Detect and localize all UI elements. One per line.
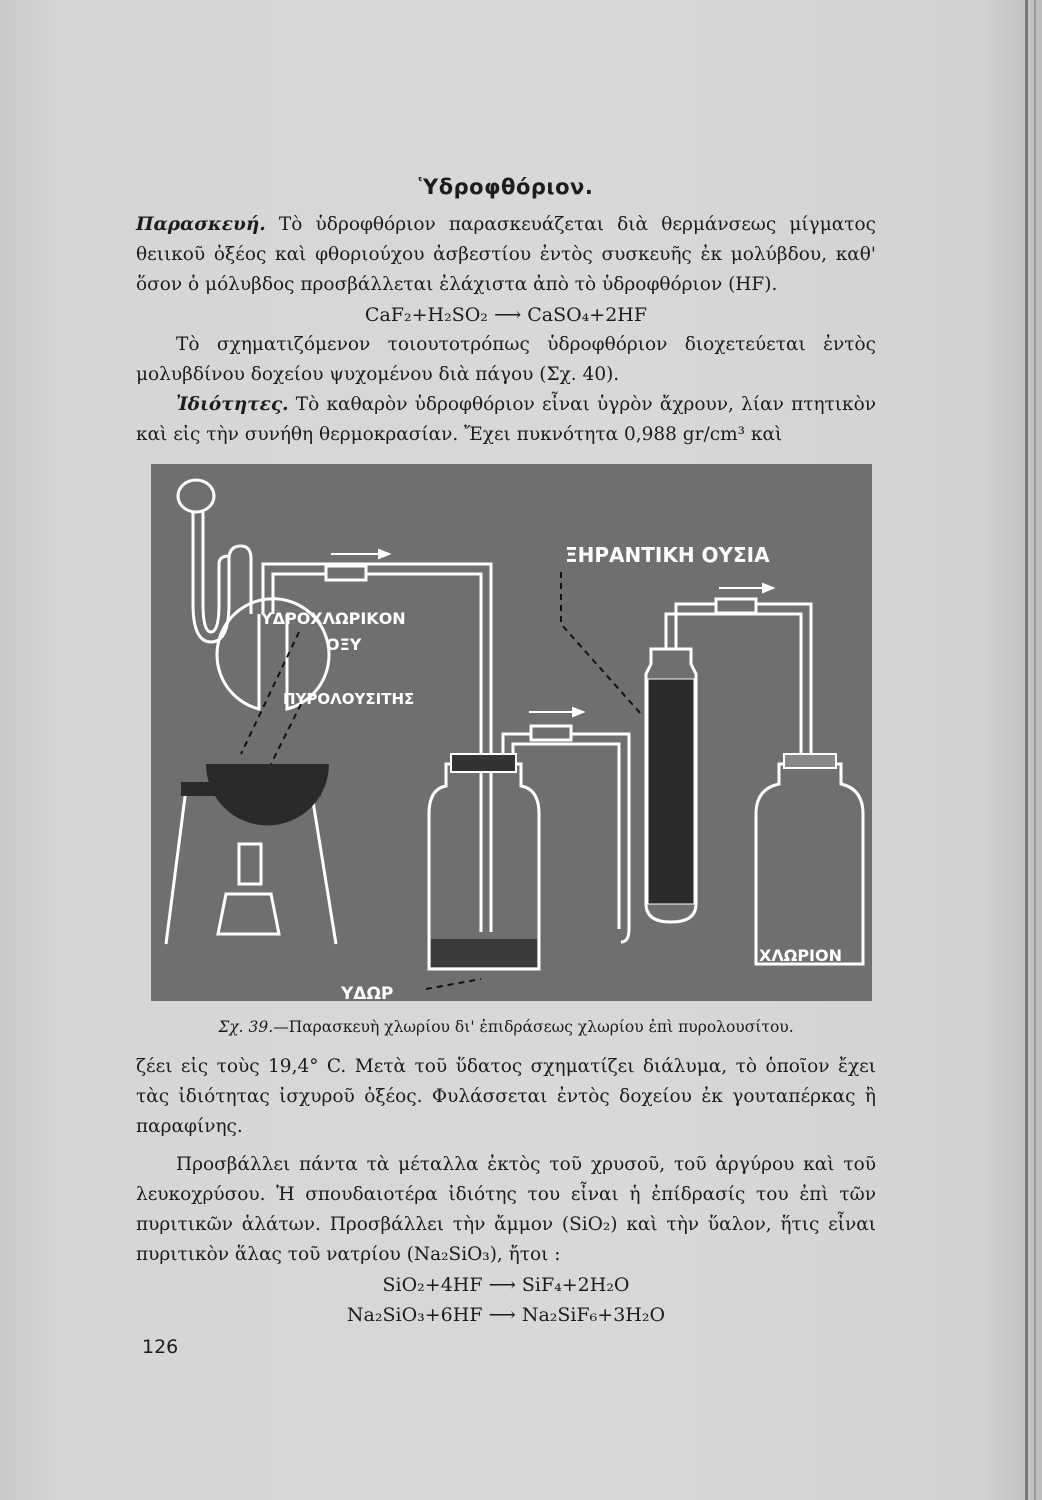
figure-ref: Σχ. 39.: [218, 1018, 274, 1036]
text-block-bottom: [136, 1052, 876, 1330]
properties-paragraph: [136, 390, 876, 450]
drying-agent-fill: [648, 679, 694, 904]
properties-text: Τὸ καθαρὸν ὑδροφθόριον εἶναι ὑγρὸν ἄχρουν, λίαν πτητικὸν καὶ εἰς τὴν συνήθη θερμοκρασίαν. Ἔχει πυκνότητα 0,988 gr/cm³ καὶ: [136, 394, 876, 445]
pyrolusite-pointer: [271, 704, 301, 764]
paragraph-4: Προσβάλλει πάντα τὰ μέταλλα ἐκτὸς τοῦ χρυσοῦ, τοῦ ἀργύρου καὶ τοῦ λευκοχρύσου. Ἡ σπουδαιοτέρα ἰδιότης του εἶναι ἡ ἐπίδρασίς του ἐπὶ τῶν πυριτικῶν ἁλάτων. Προσβάλλει τὴν ἄμμον (SiO₂) καὶ τὴν ὕαλον, ἥτις εἶναι πυριτικὸν ἅλας τοῦ νατρίου (Na₂SiO₃), ἤτοι :: [136, 1154, 876, 1265]
stopper-1: [451, 754, 516, 772]
label-pyrolusite: ΠΥΡΟΛΟΥΣΙΤΗΣ: [283, 690, 415, 708]
caption-text: —Παρασκευὴ χλωρίου δι' ἐπιδράσεως χλωρίου ἐπὶ πυρολουσίτου.: [273, 1018, 794, 1036]
label-hcl-1: ΥΔΡΟΧΛΩΡΙΚΟΝ: [261, 609, 406, 628]
preparation-text: Τὸ ὑδροφθόριον παρασκευάζεται διὰ θερμάνσεως μίγματος θειικοῦ ὀξέος καὶ φθοριούχου ἀσβεστίου ἐντὸς συσκευῆς ἐκ μολύβδου, καθ' ὅσον ὁ μόλυβδος προσβάλλεται ἐλάχιστα ἀπὸ τὸ ὑδροφθόριον (HF).: [136, 214, 876, 295]
section-title: Ὑδροφθόριον.: [418, 175, 594, 199]
connector-3: [716, 599, 756, 613]
preparation-lead: Παρασκευή.: [136, 214, 266, 235]
paragraph-2: Τὸ σχηματιζόμενον τοιουτοτρόπως ὑδροφθόριον διοχετεύεται ἐντὸς μολυβδίνου δοχείου ψυχομένου διὰ πάγου (Σχ. 40).: [136, 334, 876, 385]
paragraph-3: ζέει εἰς τοὺς 19,4° C. Μετὰ τοῦ ὕδατος σχηματίζει διάλυμα, τὸ ὁποῖον ἔχει τὰς ἰδιότητας ἰσχυροῦ ὀξέος. Φυλάσσεται ἐντὸς δοχείου ἐκ γουταπέρκας ἢ παραφίνης.: [136, 1056, 876, 1137]
binding-edge: [1025, 0, 1028, 1500]
label-chlorine: ΧΛΩΡΙΟΝ: [759, 946, 842, 965]
water-pointer: [426, 979, 481, 989]
equation-1: CaF₂+H₂SO₂ ⟶ CaSO₄+2HF: [364, 304, 648, 326]
wash-bottle-icon: [429, 764, 539, 969]
properties-lead: Ἰδιότητες.: [176, 394, 289, 415]
connector-1: [326, 566, 366, 580]
page-number: 126: [142, 1336, 179, 1358]
label-drying-agent: ΞΗΡΑΝΤΙΚΗ ΟΥΣΙΑ: [565, 543, 770, 567]
figure-caption: [136, 1018, 876, 1036]
apparatus-figure: [151, 464, 872, 1001]
label-hcl-2: ΟΞΥ: [326, 635, 362, 654]
apparatus-diagram: [151, 464, 872, 1001]
collection-bottle-icon: [756, 764, 863, 964]
drying-pointer: [561, 572, 641, 714]
stopper-2: [784, 754, 836, 768]
binding-edge-shadow: [1034, 0, 1036, 1500]
connector-2: [531, 726, 571, 740]
wire-gauze: [181, 782, 321, 796]
preparation-paragraph: [136, 210, 876, 300]
text-block-top: [136, 210, 876, 450]
bunsen-burner-icon: [218, 844, 279, 934]
equation-2: SiO₂+4HF ⟶ SiF₄+2H₂O: [382, 1274, 630, 1296]
dropping-funnel-bulb-icon: [178, 480, 214, 512]
label-water: ΥΔΩΡ: [341, 984, 394, 1001]
water-level: [431, 939, 537, 967]
equation-3: Na₂SiO₃+6HF ⟶ Na₂SiF₆+3H₂O: [346, 1304, 666, 1326]
